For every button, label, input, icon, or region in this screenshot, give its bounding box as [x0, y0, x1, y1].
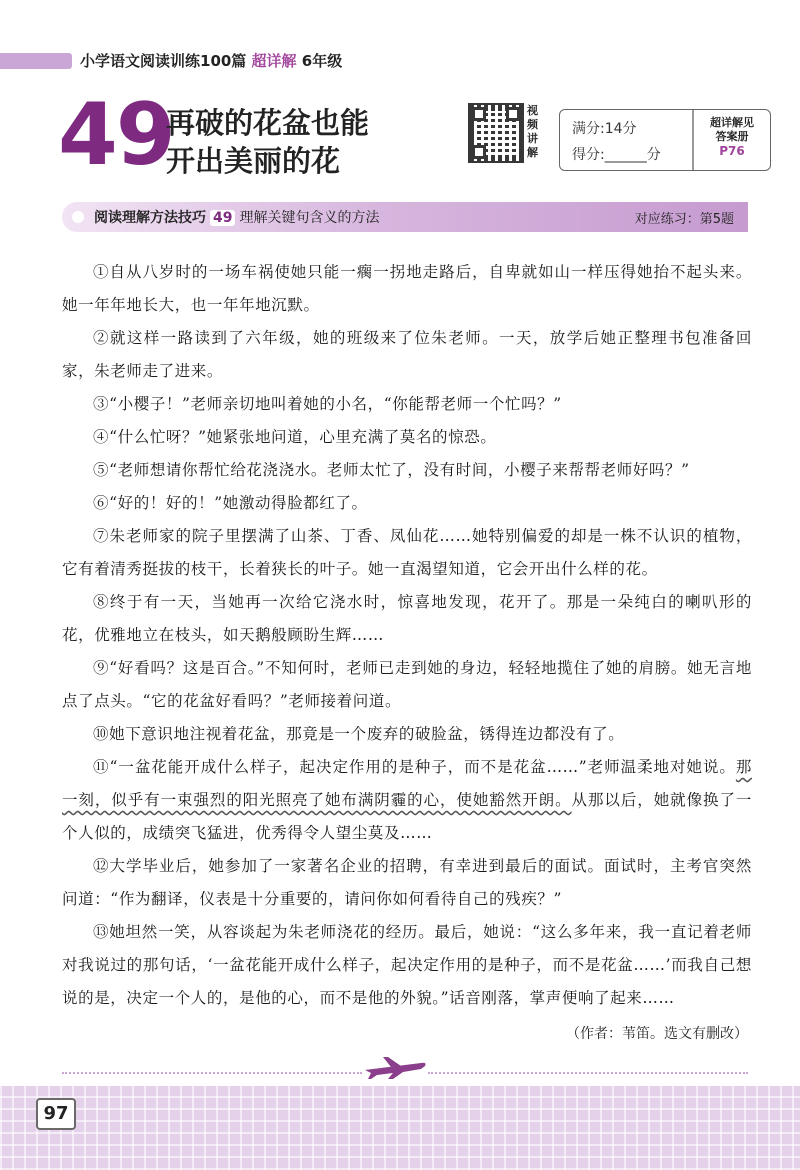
- method-heading: [94, 207, 379, 227]
- article-body: [62, 256, 752, 1015]
- method-banner: [62, 202, 748, 232]
- footer-band: [0, 1086, 800, 1170]
- score-field[interactable]: [572, 144, 661, 164]
- paragraph: ①自从八岁时的一场车祸使她只能一瘸一拐地走路后，自卑就如山一样压得她抬不起头来。她一年年地长大，也一年年地沉默。: [62, 263, 752, 314]
- lesson-title-line2: 开出美丽的花: [166, 144, 341, 178]
- paragraph: ②就这样一路读到了六年级，她的班级来了位朱老师。一天，放学后她正整理书包准备回家，朱老师走了进来。: [62, 329, 752, 380]
- paragraph-11: [62, 751, 752, 850]
- full-score: 满分:14分: [572, 121, 637, 137]
- book-title: 小学语文阅读训练100篇: [80, 52, 247, 70]
- lesson-title: [166, 104, 369, 180]
- book-header: [80, 50, 342, 71]
- paragraph: ⑥“好的！好的！”她激动得脸都红了。: [93, 494, 368, 512]
- lesson-title-line1: 再破的花盆也能: [166, 106, 370, 140]
- answer-page: P76: [719, 144, 745, 158]
- header-accent-bar: [0, 53, 72, 69]
- score-divider: [692, 110, 694, 170]
- paragraph: ⑩她下意识地注视着花盆，那竟是一个废弃的破脸盆，锈得连边都没有了。: [93, 725, 625, 743]
- paragraph: ⑨“好看吗？这是百合。”不知何时，老师已走到她的身边，轻轻地揽住了她的肩膀。她无言地点了点头。“它的花盆好看吗？”老师接着问道。: [62, 659, 752, 710]
- airplane-icon: [363, 1054, 427, 1080]
- qr-code-icon[interactable]: [468, 103, 524, 163]
- method-number: 49: [210, 210, 235, 226]
- p11-text-after: 从那以后，她就像换了一个人似的，成绩突飞猛进，优秀得令人望尘莫及……: [62, 791, 752, 842]
- edition-label: 超详解: [251, 52, 297, 70]
- paragraph: ⑧终于有一天，当她再一次给它浇水时，惊喜地发现，花开了。那是一朵纯白的喇叭形的花，优雅地立在枝头，如天鹅般顾盼生辉……: [62, 593, 752, 644]
- score-blank: ______: [604, 147, 647, 163]
- score-box: [559, 109, 771, 171]
- author-note: （作者：苇笛。选文有删改）: [566, 1026, 748, 1042]
- lesson-number: 49: [58, 85, 174, 185]
- answer-ref-line2: 答案册: [715, 130, 749, 143]
- method-description: 理解关键句含义的方法: [239, 210, 380, 226]
- answer-ref-line1: 超详解见: [710, 116, 754, 129]
- paragraph: ⑬她坦然一笑，从容谈起为朱老师浇花的经历。最后，她说：“这么多年来，我一直记着老师对我说过的那句话，‘一盆花能开成什么样子，起决定作用的是种子，而不是花盆……’而我自己想说的是，决定一个人的，是他的心，而不是他的外貌。”话音刚落，掌声便响了起来……: [62, 923, 752, 1007]
- paragraph: ④“什么忙呀？”她紧张地问道，心里充满了莫名的惊恐。: [93, 428, 497, 446]
- p11-text-before: ⑪“一盆花能开成什么样子，起决定作用的是种子，而不是花盆……”老师温柔地对她说。: [93, 758, 736, 776]
- paragraph: ③“小樱子！”老师亲切地叫着她的小名，“你能帮老师一个忙吗？”: [93, 395, 562, 413]
- practice-reference: 对应练习：第5题: [634, 212, 734, 227]
- score-unit: 分: [646, 147, 661, 163]
- paragraph: ⑫大学毕业后，她参加了一家著名企业的招聘，有幸进到最后的面试。面试时，主考官突然问道：“作为翻译，仪表是十分重要的，请问你如何看待自己的残疾？”: [62, 857, 752, 908]
- paragraph: ⑦朱老师家的院子里摆满了山茶、丁香、凤仙花……她特别偏爱的却是一株不认识的植物，它有着清秀挺拔的枝干，长着狭长的叶子。她一直渴望知道，它会开出什么样的花。: [62, 527, 752, 578]
- dotted-divider: [428, 1072, 748, 1074]
- dotted-divider: [62, 1072, 362, 1074]
- bullet-dot-icon: [72, 211, 84, 223]
- page-number: 97: [36, 1098, 76, 1130]
- paragraph: ⑤“老师想请你帮忙给花浇浇水。老师太忙了，没有时间，小樱子来帮帮老师好吗？”: [93, 461, 690, 479]
- qr-label: 视频讲解: [527, 104, 538, 159]
- answer-reference: [696, 116, 768, 158]
- key-sentence-underlined: 那一刻，似乎有一束强烈的阳光照亮了她布满阴霾的心，使她豁然开朗。: [62, 758, 752, 809]
- grade-label: 6年级: [301, 52, 343, 70]
- method-title: 阅读理解方法技巧: [94, 210, 206, 226]
- score-label: 得分:: [572, 147, 605, 163]
